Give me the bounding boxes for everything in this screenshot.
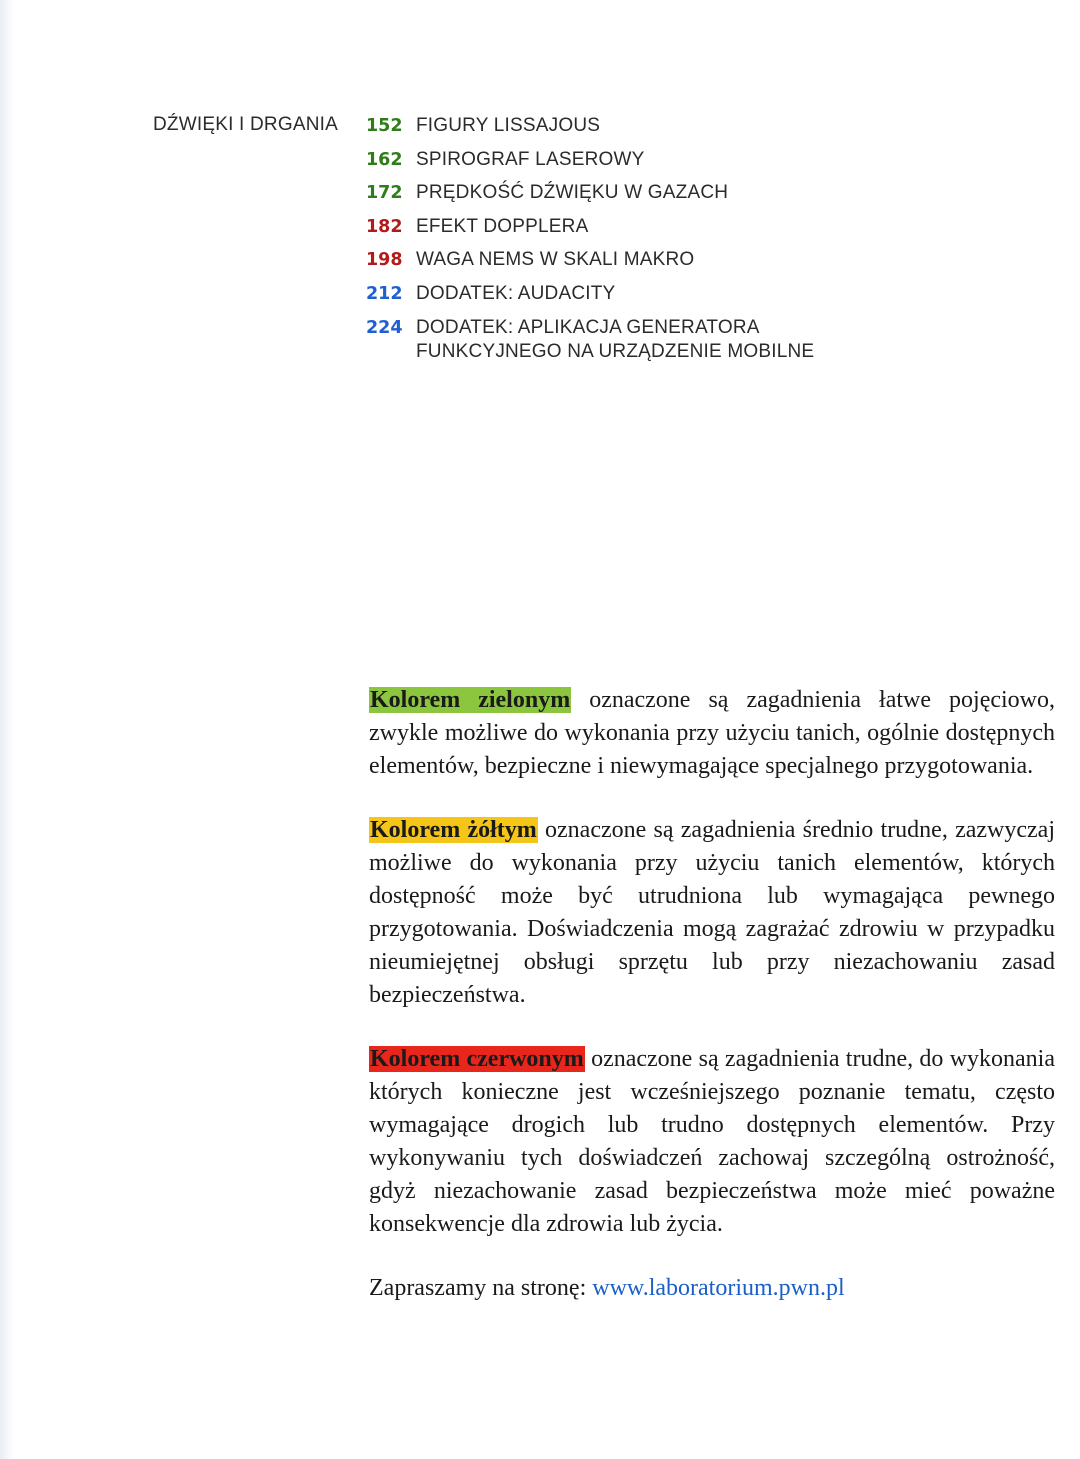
toc-entry-title: DODATEK: AUDACITY [416, 283, 616, 304]
yellow-highlight-label: Kolorem żółtym [370, 817, 537, 843]
toc-page-number: 152 [366, 116, 403, 136]
toc-entry[interactable] [366, 316, 1006, 364]
toc-page-number: 182 [366, 216, 403, 237]
legend-green-text: oznaczone są zagadnienia łatwe pojęciowo, zwykle możliwe do wykonania przy użyciu tanich, ogólnie dostępnych elementów, bezpieczne i niewymagające specjalnego przygotowania. [369, 687, 1055, 779]
red-highlight-label: Kolorem czerwonym [370, 1046, 584, 1072]
toc-entry-title: DODATEK: APLIKACJA GENERATORA FUNKCYJNEGO NA URZĄDZENIE MOBILNE [416, 316, 815, 362]
toc-entry-title: PRĘDKOŚĆ DŹWIĘKU W GAZACH [416, 182, 729, 203]
toc-entry[interactable] [366, 248, 1006, 272]
toc-page-number: 162 [366, 149, 403, 170]
toc-page-number: 172 [366, 183, 403, 203]
green-highlight-label: Kolorem zielonym [370, 687, 571, 713]
toc-entry-title: SPIROGRAF LASEROWY [416, 148, 645, 170]
toc-entry[interactable] [366, 181, 1006, 205]
legend-red-paragraph [369, 1043, 1055, 1241]
toc-entry-title: EFEKT DOPPLERA [416, 215, 589, 237]
toc-entry[interactable] [366, 282, 1006, 306]
website-link[interactable]: www.laboratorium.pwn.pl [592, 1275, 845, 1301]
legend-red-text: oznaczone są zagadnienia trudne, do wykonania których konieczne jest wcześniejszego poznanie tematu, często wymagające drogich lub trudno dostępnych elementów. Przy wykonywaniu tych doświadczeń zachowaj szczególną ostrożność, gdyż niezachowanie zasad bezpieczeństwa może mieć poważne konsekwencje dla zdrowia lub życia. [369, 1046, 1056, 1237]
toc-entry[interactable] [366, 114, 1006, 138]
toc-entry[interactable] [366, 215, 1006, 239]
toc-entry[interactable] [366, 148, 1006, 172]
toc-section-label: DŹWIĘKI I DRGANIA [153, 114, 338, 135]
page-edge-shadow [0, 0, 14, 1459]
legend-yellow-paragraph [369, 814, 1055, 1012]
toc-page-number: 212 [366, 284, 403, 304]
invite-text: Zapraszamy na stronę: [369, 1275, 593, 1301]
footer-invite [369, 1272, 1055, 1305]
table-of-contents [366, 114, 1006, 373]
toc-page-number: 224 [366, 317, 403, 338]
legend-yellow-text: oznaczone są zagadnienia średnio trudne, zazwyczaj możliwe do wykonania przy użyciu tanich elementów, których dostępność może być utrudniona lub wymagająca pewnego przygotowania. Doświadczenia mogą zagrażać zdrowiu w przypadku nieumiejętnej obsługi sprzętu lub przy niezachowaniu zasad bezpieczeństwa. [369, 817, 1055, 1008]
toc-page-number: 198 [366, 250, 403, 270]
toc-entry-title: FIGURY LISSAJOUS [416, 115, 601, 136]
difficulty-legend [369, 684, 1055, 1336]
toc-entry-title: WAGA NEMS W SKALI MAKRO [416, 249, 695, 270]
legend-green-paragraph [369, 684, 1055, 783]
